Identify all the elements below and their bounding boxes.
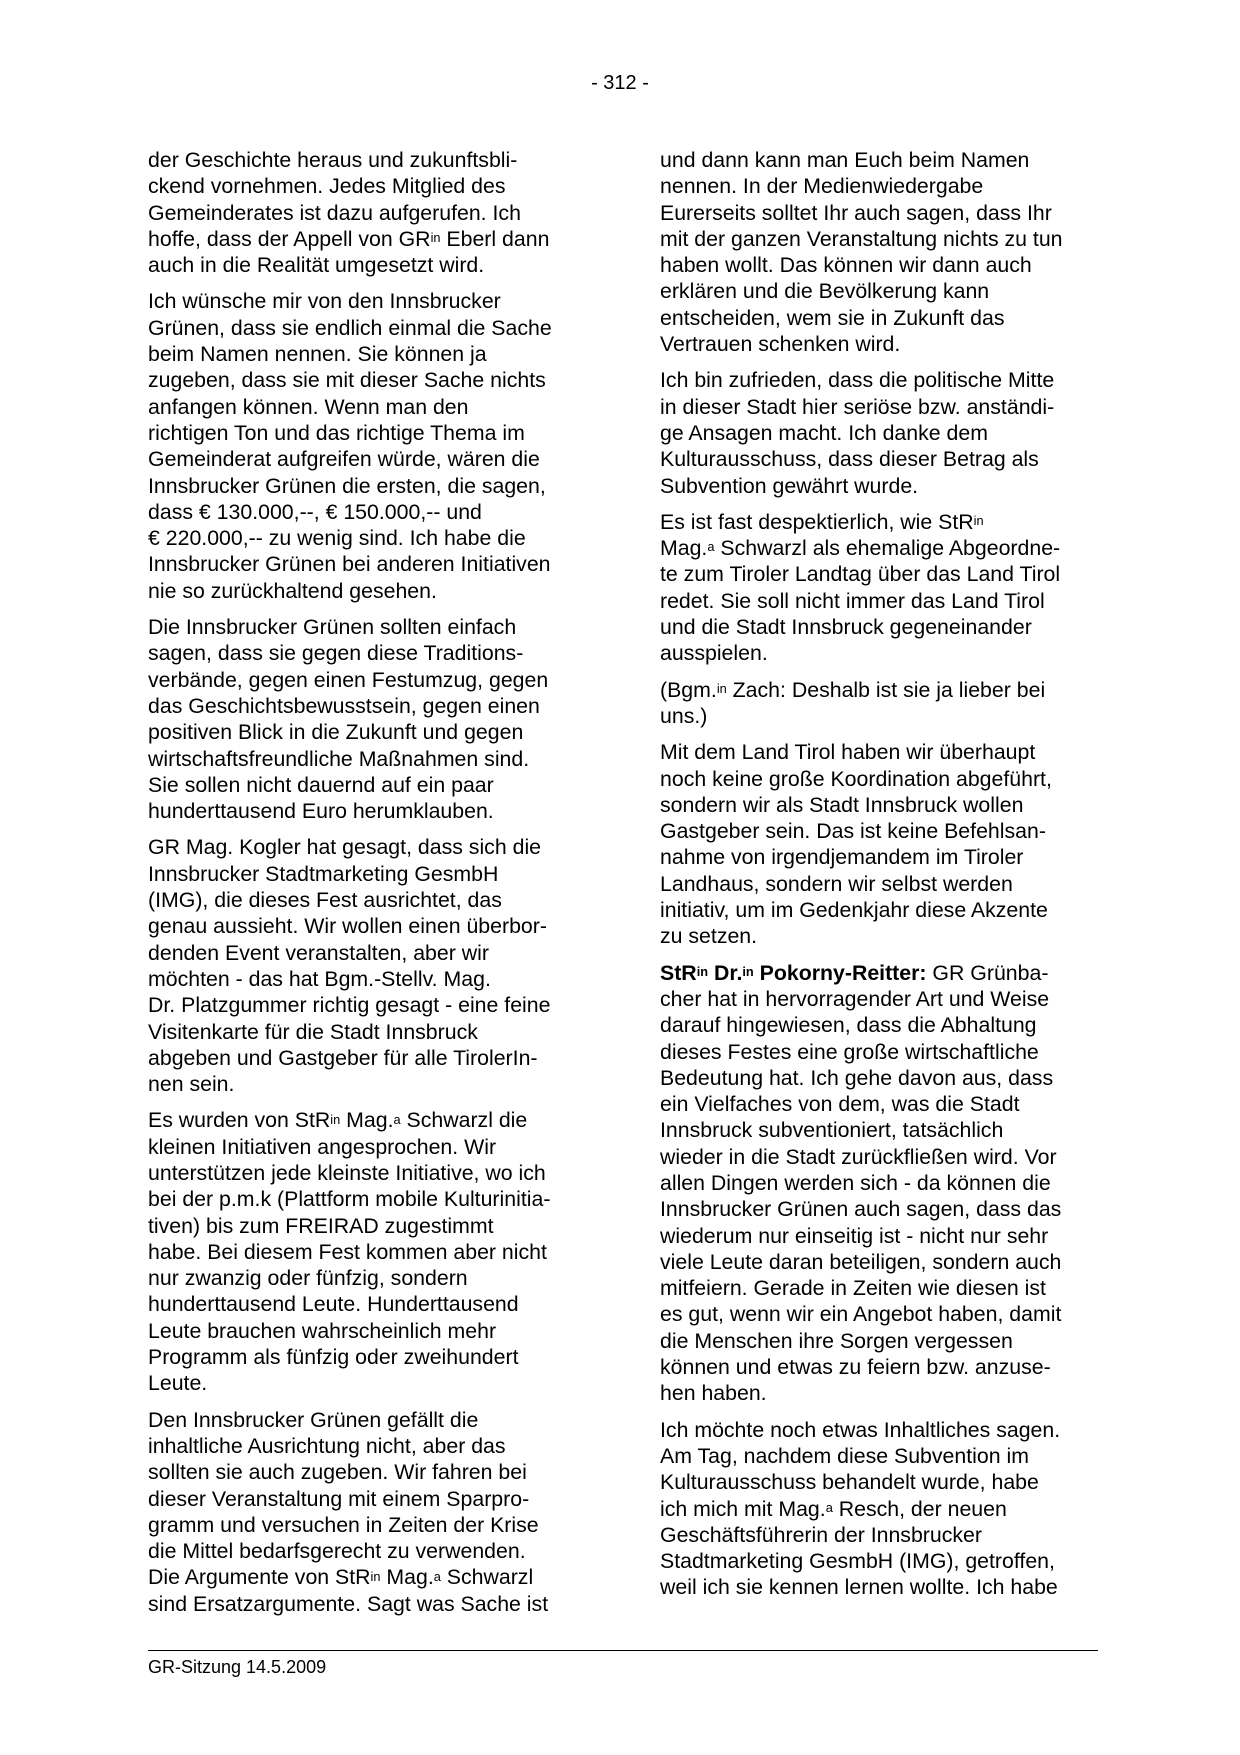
footer-text: GR-Sitzung 14.5.2009	[148, 1657, 327, 1677]
text-run: allen Dingen werden sich - da können die	[660, 1170, 1051, 1195]
text-run: auch in die Realität umgesetzt wird.	[148, 253, 485, 278]
superscript: in	[696, 963, 709, 979]
text-run: kleinen Initiativen angesprochen. Wir	[148, 1134, 497, 1159]
text-run: Mag.	[380, 1565, 434, 1590]
text-run: Resch, der neuen	[832, 1496, 1007, 1521]
text-run: uns.)	[660, 703, 708, 728]
text-run: inhaltliche Ausrichtung nicht, aber das	[148, 1433, 506, 1458]
superscript: in	[370, 1568, 381, 1584]
left-column	[148, 147, 588, 1627]
text-run: und die Stadt Innsbruck gegeneinander	[660, 615, 1032, 640]
text-run: Landhaus, sondern wir selbst werden	[660, 871, 1013, 896]
text-run: ckend vornehmen. Jedes Mitglied des	[148, 174, 506, 199]
text-run: Schwarzl als ehemalige Abgeordne-	[714, 536, 1061, 561]
text-run: es gut, wenn wir ein Angebot haben, damit	[660, 1302, 1062, 1327]
text-run: Eberl dann	[440, 226, 550, 251]
paragraph	[148, 1407, 588, 1617]
superscript: in	[330, 1111, 341, 1127]
text-run: te zum Tiroler Landtag über das Land Tirol	[660, 562, 1061, 587]
text-run: ge Ansagen macht. Ich danke dem	[660, 420, 988, 445]
text-run: denden Event veranstalten, aber wir	[148, 940, 489, 965]
text-run: Kulturausschuss behandelt wurde, habe	[660, 1470, 1039, 1495]
paragraph	[148, 1107, 588, 1396]
text-run: Leute brauchen wahrscheinlich mehr	[148, 1318, 497, 1343]
superscript: in	[716, 680, 727, 696]
paragraph	[660, 367, 1100, 498]
text-run: hoffe, dass der Appell von GR	[148, 226, 431, 251]
text-run: Ich möchte noch etwas Inhaltliches sagen.	[660, 1417, 1061, 1442]
text-run: Visitenkarte für die Stadt Innsbruck	[148, 1019, 478, 1044]
superscript: in	[742, 963, 754, 979]
text-run: Dr. Platzgummer richtig gesagt - eine feine	[148, 993, 551, 1018]
text-run: hunderttausend Leute. Hunderttausend	[148, 1292, 519, 1317]
text-run: bei der p.m.k (Plattform mobile Kulturinitia-	[148, 1187, 551, 1212]
text-run: das Geschichtsbewusstsein, gegen einen	[148, 693, 540, 718]
superscript: a	[393, 1111, 401, 1127]
paragraph	[660, 960, 1100, 1407]
text-run: gramm und versuchen in Zeiten der Krise	[148, 1512, 539, 1537]
text-run: mitfeiern. Gerade in Zeiten wie diesen ist	[660, 1276, 1046, 1301]
text-run: Es wurden von StR	[148, 1108, 331, 1133]
text-run: viele Leute daran beteiligen, sondern auch	[660, 1249, 1062, 1274]
text-run: erklären und die Bevölkerung kann	[660, 279, 990, 304]
text-run: Gemeinderates ist dazu aufgerufen. Ich	[148, 200, 521, 225]
text-run: Schwarzl die	[400, 1108, 528, 1133]
superscript: a	[707, 539, 715, 555]
text-run: beim Namen nennen. Sie können ja	[148, 342, 487, 367]
speaker-name: Dr.	[708, 960, 743, 985]
text-run: Zach: Deshalb ist sie ja lieber bei	[726, 677, 1046, 702]
text-run: hunderttausend Euro herumklauben.	[148, 799, 494, 824]
text-run: sind Ersatzargumente. Sagt was Sache ist	[148, 1591, 549, 1616]
text-run: noch keine große Koordination abgeführt,	[660, 766, 1052, 791]
text-run: nahme von irgendjemandem im Tiroler	[660, 845, 1024, 870]
text-run: unterstützen jede kleinste Initiative, wo ich	[148, 1160, 546, 1185]
paragraph	[660, 739, 1100, 949]
text-run: Grünen, dass sie endlich einmal die Sache	[148, 315, 552, 340]
text-run: Mag.	[340, 1108, 394, 1133]
footer-rule	[148, 1650, 1098, 1651]
text-run: und dann kann man Euch beim Namen	[660, 148, 1030, 172]
text-run: tiven) bis zum FREIRAD zugestimmt	[148, 1213, 494, 1238]
superscript: in	[430, 230, 441, 246]
text-run: Ich wünsche mir von den Innsbrucker	[148, 289, 501, 314]
text-run: Innsbrucker Grünen auch sagen, dass das	[660, 1197, 1062, 1222]
text-run: Eurerseits solltet Ihr auch sagen, dass Ihr	[660, 200, 1052, 225]
right-column	[660, 147, 1100, 1611]
paragraph	[148, 834, 588, 1097]
text-run: die Menschen ihre Sorgen vergessen	[660, 1328, 1013, 1353]
paragraph	[148, 614, 588, 824]
speaker-name: StR	[660, 960, 697, 985]
text-run: cher hat in hervorragender Art und Weise	[660, 986, 1050, 1011]
text-run: Leute.	[148, 1371, 208, 1396]
text-run: Innsbruck subventioniert, tatsächlich	[660, 1118, 1004, 1143]
text-run: Die Innsbrucker Grünen sollten einfach	[148, 615, 517, 640]
text-run: Mag.	[660, 536, 708, 561]
text-run: anfangen können. Wenn man den	[148, 394, 469, 419]
text-run: sondern wir als Stadt Innsbruck wollen	[660, 792, 1024, 817]
text-run: möchten - das hat Bgm.-Stellv. Mag.	[148, 966, 491, 991]
text-run: GR Grünba-	[926, 960, 1049, 985]
text-run: zu setzen.	[660, 924, 758, 949]
text-run: nen sein.	[148, 1072, 235, 1097]
text-run: nennen. In der Medienwiedergabe	[660, 174, 984, 199]
text-run: der Geschichte heraus und zukunftsbli-	[148, 148, 518, 172]
text-run: weil ich sie kennen lernen wollte. Ich habe	[660, 1575, 1058, 1600]
text-run: Den Innsbrucker Grünen gefällt die	[148, 1407, 479, 1432]
text-run: Es ist fast despektierlich, wie StR	[660, 509, 974, 534]
text-run: wieder in die Stadt zurückfließen wird. Vor	[660, 1144, 1057, 1169]
superscript: a	[433, 1568, 441, 1584]
text-run: positiven Blick in die Zukunft und gegen	[148, 720, 524, 745]
text-run: (IMG), die dieses Fest ausrichtet, das	[148, 888, 502, 913]
paragraph	[660, 509, 1100, 667]
paragraph	[660, 147, 1100, 357]
text-run: Bedeutung hat. Ich gehe davon aus, dass	[660, 1065, 1054, 1090]
text-run: mit der ganzen Veranstaltung nichts zu tun	[660, 226, 1063, 251]
text-run: Programm als fünfzig oder zweihundert	[148, 1345, 519, 1370]
text-run: dieses Festes eine große wirtschaftliche	[660, 1039, 1039, 1064]
text-run: wirtschaftsfreundliche Maßnahmen sind.	[148, 746, 530, 771]
text-run: nie so zurückhaltend gesehen.	[148, 578, 437, 603]
text-run: genau aussieht. Wir wollen einen überbor-	[148, 914, 547, 939]
speaker-name: Pokorny-Reitter:	[753, 960, 927, 985]
text-run: dieser Veranstaltung mit einem Sparpro-	[148, 1486, 530, 1511]
text-run: richtigen Ton und das richtige Thema im	[148, 420, 525, 445]
text-run: verbände, gegen einen Festumzug, gegen	[148, 667, 549, 692]
text-run: hen haben.	[660, 1381, 767, 1406]
paragraph	[148, 288, 588, 604]
text-run: zugeben, dass sie mit dieser Sache nichts	[148, 368, 546, 393]
text-run: GR Mag. Kogler hat gesagt, dass sich die	[148, 835, 542, 860]
text-run: Subvention gewährt wurde.	[660, 473, 919, 498]
text-run: Am Tag, nachdem diese Subvention im	[660, 1443, 1029, 1468]
text-run: Vertrauen schenken wird.	[660, 332, 901, 357]
text-run: ein Vielfaches von dem, was die Stadt	[660, 1092, 1020, 1117]
text-run: darauf hingewiesen, dass die Abhaltung	[660, 1013, 1037, 1038]
text-run: Kulturausschuss, dass dieser Betrag als	[660, 447, 1039, 472]
text-run: Stadtmarketing GesmbH (IMG), getroffen,	[660, 1549, 1055, 1574]
text-run: dass € 130.000,--, € 150.000,-- und	[148, 499, 482, 524]
superscript: in	[973, 513, 984, 529]
text-run: (Bgm.	[660, 677, 717, 702]
text-run: Mit dem Land Tirol haben wir überhaupt	[660, 740, 1036, 765]
page-number: - 312 -	[591, 72, 649, 94]
text-run: sollten sie auch zugeben. Wir fahren bei	[148, 1460, 527, 1485]
text-run: redet. Sie soll nicht immer das Land Tirol	[660, 588, 1045, 613]
text-run: haben wollt. Das können wir dann auch	[660, 253, 1032, 278]
paragraph	[660, 677, 1100, 730]
text-run: wiederum nur einseitig ist - nicht nur sehr	[660, 1223, 1049, 1248]
text-run: sagen, dass sie gegen diese Traditions-	[148, 641, 524, 666]
paragraph	[660, 1417, 1100, 1601]
text-run: Sie sollen nicht dauernd auf ein paar	[148, 772, 494, 797]
paragraph	[148, 147, 588, 278]
text-run: ausspielen.	[660, 641, 768, 666]
text-run: Innsbrucker Grünen bei anderen Initiativen	[148, 552, 551, 577]
text-run: in dieser Stadt hier seriöse bzw. anständi-	[660, 394, 1055, 419]
text-run: Gastgeber sein. Das ist keine Befehlsan-	[660, 819, 1046, 844]
text-run: nur zwanzig oder fünfzig, sondern	[148, 1266, 468, 1291]
text-run: habe. Bei diesem Fest kommen aber nicht	[148, 1239, 547, 1264]
text-run: abgeben und Gastgeber für alle TirolerIn-	[148, 1045, 538, 1070]
text-run: initiativ, um im Gedenkjahr diese Akzente	[660, 898, 1048, 923]
text-run: Gemeinderat aufgreifen würde, wären die	[148, 447, 540, 472]
text-run: Schwarzl	[440, 1565, 534, 1590]
text-run: Geschäftsführerin der Innsbrucker	[660, 1522, 982, 1547]
text-run: Ich bin zufrieden, dass die politische Mitte	[660, 368, 1055, 393]
superscript: a	[825, 1499, 833, 1515]
text-run: die Mittel bedarfsgerecht zu verwenden.	[148, 1539, 526, 1564]
text-run: entscheiden, wem sie in Zukunft das	[660, 305, 1005, 330]
text-run: Die Argumente von StR	[148, 1565, 371, 1590]
text-run: Innsbrucker Stadtmarketing GesmbH	[148, 861, 499, 886]
text-run: Innsbrucker Grünen die ersten, die sagen,	[148, 473, 546, 498]
text-run: € 220.000,-- zu wenig sind. Ich habe die	[148, 526, 526, 551]
text-run: ich mich mit Mag.	[660, 1496, 826, 1521]
text-run: können und etwas zu feiern bzw. anzuse-	[660, 1355, 1051, 1380]
